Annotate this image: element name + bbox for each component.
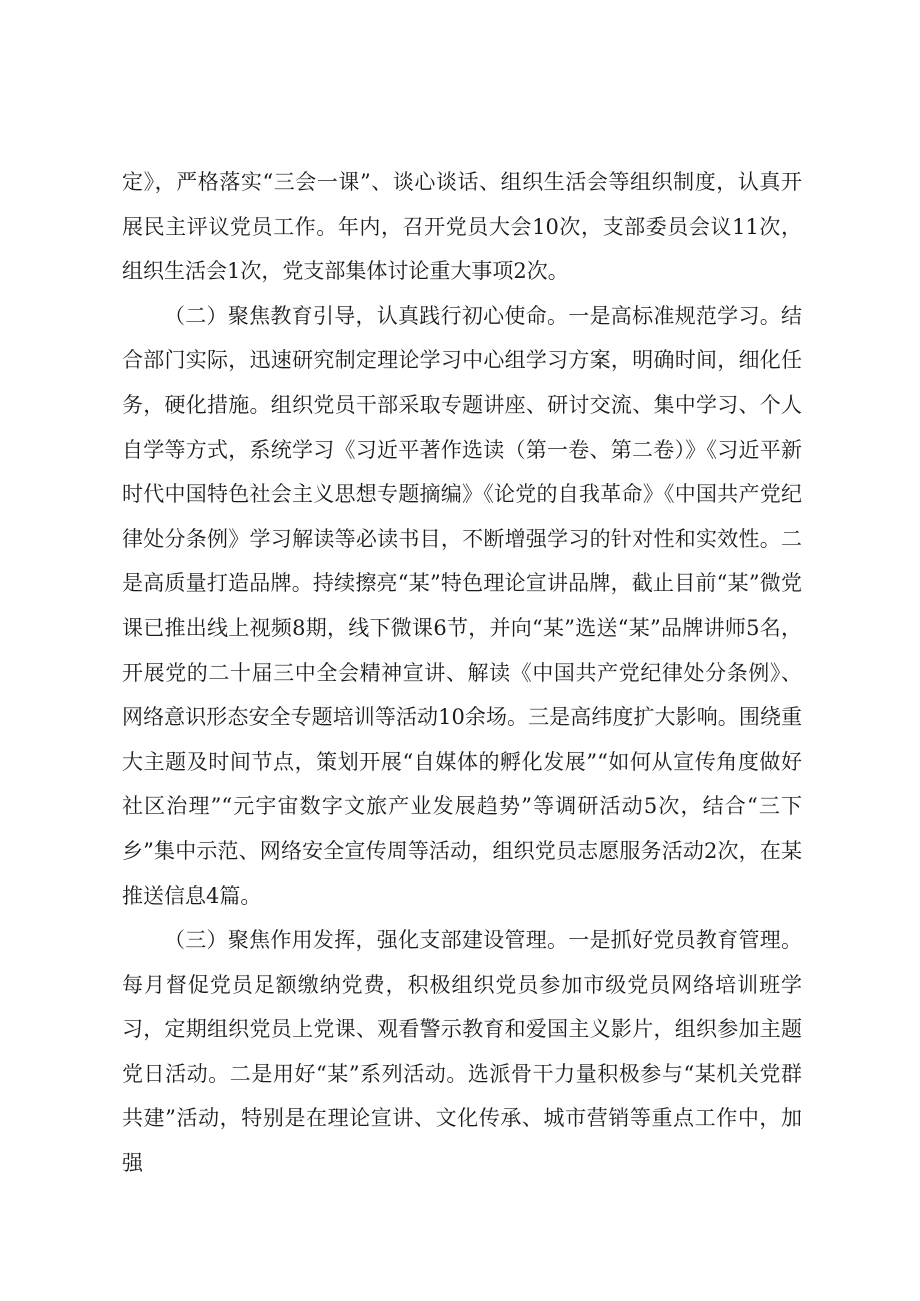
paragraph-branch-management: （三）聚焦作用发挥，强化支部建设管理。一是抓好党员教育管理。每月督促党员足额缴纳党费，积极组织党员参加市级党员网络培训班学习，定期组织党员上党课、观看警示教育和爱国主义影片，组织参加主题党日活动。二是用好“某”系列活动。选派骨干力量积极参与“某机关党群共建”活动，特别是在理论宣讲、文化传承、城市营销等重点工作中，加强 xyxy=(122,928,802,1176)
body-text xyxy=(122,160,802,1186)
paragraph-organization-system: 定》，严格落实“三会一课”、谈心谈话、组织生活会等组织制度，认真开展民主评议党员工作。年内，召开党员大会10次，支部委员会议11次，组织生活会1次，党支部集体讨论重大事项2次。 xyxy=(122,170,802,284)
paragraph-education-guidance: （二）聚焦教育引导，认真践行初心使命。一是高标准规范学习。结合部门实际，迅速研究制定理论学习中心组学习方案，明确时间，细化任务，硬化措施。组织党员干部采取专题讲座、研讨交流、集中学习、个人自学等方式，系统学习《习近平著作选读（第一卷、第二卷）》《习近平新时代中国特色社会主义思想专题摘编》《论党的自我革命》《中国共产党纪律处分条例》学习解读等必读书目，不断增强学习的针对性和实效性。二是高质量打造品牌。持续擦亮“某”特色理论宣讲品牌，截止目前“某”微党课已推出线上视频8期，线下微课6节，并向“某”选送“某”品牌讲师5名，开展党的二十届三中全会精神宣讲、解读《中国共产党纪律处分条例》、网络意识形态安全专题培训等活动10余场。三是高纬度扩大影响。围绕重大主题及时间节点，策划开展“自媒体的孵化发展”“如何从宣传角度做好社区治理”“元宇宙数字文旅产业发展趋势”等调研活动5次，结合“三下乡”集中示范、网络安全宣传周等活动，组织党员志愿服务活动2次，在某推送信息4篇。 xyxy=(122,303,802,908)
